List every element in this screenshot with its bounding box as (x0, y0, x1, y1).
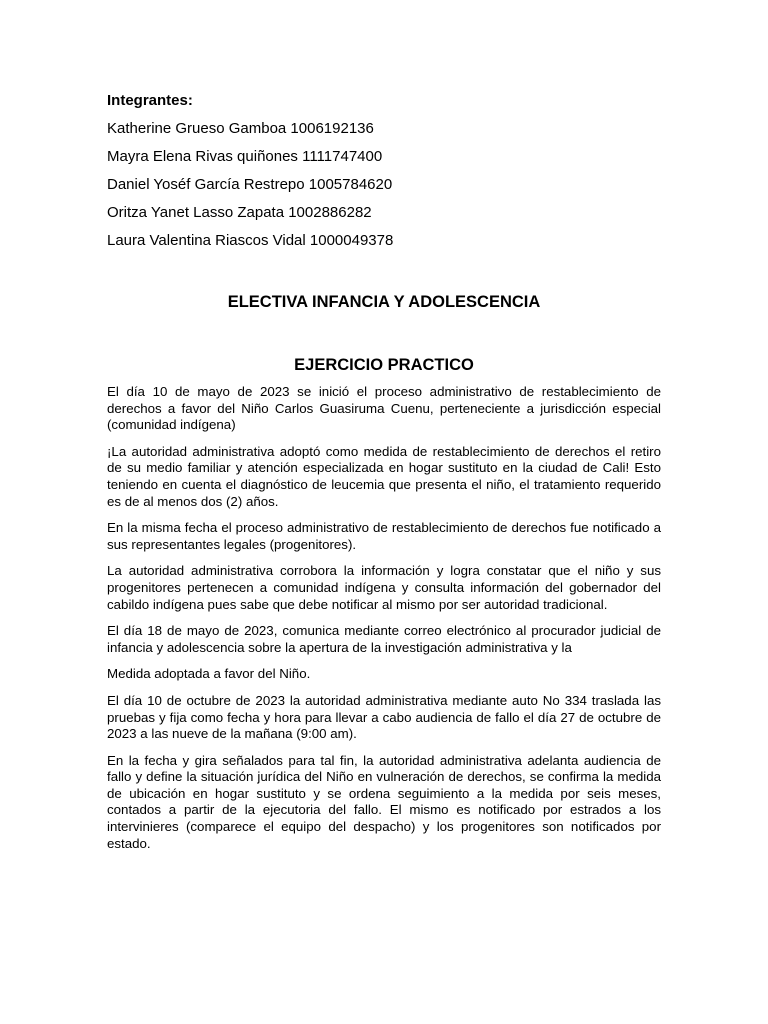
paragraph: ¡La autoridad administrativa adoptó como medida de restablecimiento de derechos el retiro de su medio familiar y atención especializada en hogar sustituto en la ciudad de Cali! Esto teniendo en cuenta el diagnóstico de leucemia que presenta el niño, el tratamiento requerido es de al menos dos (2) años. (107, 443, 661, 509)
exercise-title: EJERCICIO PRACTICO (294, 356, 474, 374)
paragraph: El día 10 de mayo de 2023 se inició el proceso administrativo de restablecimiento de derechos a favor del Niño Carlos Guasiruma Cuenu, perteneciente a jurisdicción especial (comunidad indígena) (107, 384, 661, 433)
paragraph: En la misma fecha el proceso administrativo de restablecimiento de derechos fue notificado a sus representantes legales (progenitores). (107, 520, 661, 552)
paragraph: La autoridad administrativa corrobora la información y logra constatar que el niño y sus progenitores pertenecen a comunidad indígena y consulta información del gobernador del cabildo indígena pues sabe que debe notificar al mismo por ser autoridad tradicional. (107, 563, 661, 612)
member-item: Daniel Yoséf García Restrepo 1005784620 (107, 176, 393, 193)
member-item: Oritza Yanet Lasso Zapata 1002886282 (107, 204, 372, 221)
course-title: ELECTIVA INFANCIA Y ADOLESCENCIA (227, 293, 541, 311)
member-item: Mayra Elena Rivas quiñones 1111747400 (107, 148, 383, 165)
paragraph: El día 10 de octubre de 2023 la autoridad administrativa mediante auto No 334 traslada las pruebas y fija como fecha y hora para llevar a cabo audiencia de fallo el día 27 de octubre de 2023 a las nueve de la mañana (9:00 am). (107, 692, 661, 742)
exercise-body (107, 384, 661, 862)
integrantes-heading: Integrantes: (107, 92, 193, 109)
member-item: Katherine Grueso Gamboa 1006192136 (107, 120, 374, 137)
member-item: Laura Valentina Riascos Vidal 1000049378 (107, 232, 394, 249)
paragraph: El día 18 de mayo de 2023, comunica mediante correo electrónico al procurador judicial de infancia y adolescencia sobre la apertura de la investigación administrativa y la (107, 623, 661, 655)
paragraph: En la fecha y gira señalados para tal fin, la autoridad administrativa adelanta audiencia de fallo y define la situación jurídica del Niño en vulneración de derechos, se confirma la medida de ubicación en hogar sustituto y se ordena seguimiento a la medida por seis meses, contados a partir de la ejecutoria del fallo. El mismo es notificado por estrados a los intervinieres (comparece el equipo del despacho) y los progenitores son notificados por estado. (107, 752, 661, 851)
paragraph: Medida adoptada a favor del Niño. (107, 666, 311, 682)
